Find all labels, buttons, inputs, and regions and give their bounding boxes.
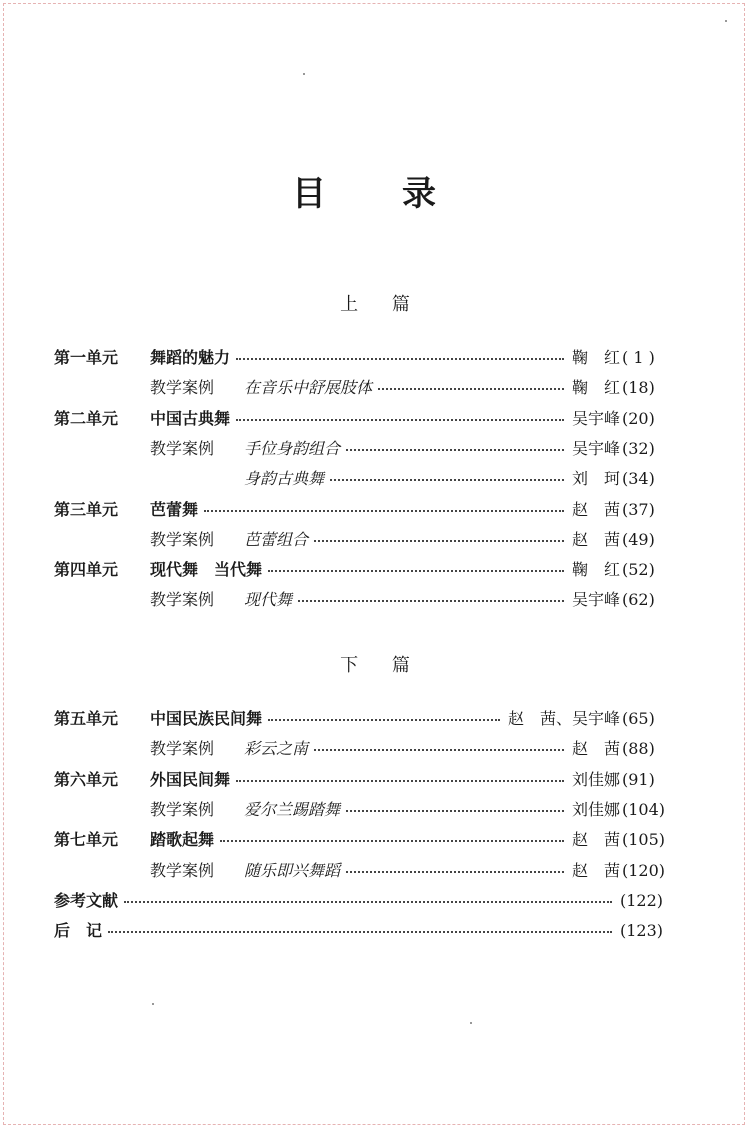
section-title: 后 记: [54, 921, 103, 941]
lesson-title: 现代舞: [244, 590, 293, 610]
section-title: 参考文献: [54, 890, 119, 910]
unit-number: 第四单元: [54, 560, 119, 580]
page-number: (37): [622, 499, 655, 519]
toc-entry[interactable]: [0, 346, 750, 374]
dot-leader: [346, 449, 564, 451]
entry-author: 刘 珂: [571, 469, 620, 489]
entry-author: 鞠 红: [571, 560, 620, 580]
unit-title: 踏歌起舞: [150, 830, 215, 850]
unit-title: 芭蕾舞: [150, 499, 199, 519]
page-number: (34): [622, 469, 655, 489]
page-number: (122): [620, 890, 664, 910]
entry-author: 吴宇峰: [571, 438, 620, 458]
lesson-tag: 教学案例: [150, 860, 215, 880]
page-number: (123): [620, 921, 664, 941]
dot-leader: [346, 810, 564, 812]
print-speck: [725, 20, 727, 22]
dot-leader: [378, 388, 564, 390]
lesson-title: 随乐即兴舞蹈: [244, 860, 341, 880]
page-number: (105): [622, 830, 666, 850]
lesson-tag: 教学案例: [150, 438, 215, 458]
entry-author: 赵 茜: [571, 860, 620, 880]
dot-leader: [204, 510, 564, 512]
unit-title: 外国民间舞: [150, 769, 231, 789]
dot-leader: [268, 719, 500, 721]
toc-entry[interactable]: [0, 588, 750, 616]
entry-author: 刘佳娜: [571, 799, 620, 819]
lesson-title: 芭蕾组合: [244, 529, 309, 549]
unit-title: 现代舞 当代舞: [150, 560, 263, 580]
dot-leader: [108, 931, 612, 933]
toc-entry[interactable]: [0, 828, 750, 856]
unit-title: 中国民族民间舞: [150, 709, 263, 728]
lesson-tag: 教学案例: [150, 590, 215, 610]
lesson-title: 手位身韵组合: [244, 438, 341, 458]
toc-entry[interactable]: [0, 437, 750, 465]
unit-number: 第七单元: [54, 830, 119, 850]
dot-leader: [268, 570, 564, 572]
lesson-title: 彩云之南: [244, 739, 309, 759]
toc-entry[interactable]: [0, 859, 750, 887]
lesson-title: 身韵古典舞: [244, 469, 325, 489]
toc-entry[interactable]: [0, 889, 750, 917]
print-speck: [152, 1003, 154, 1005]
page-number: (65): [622, 709, 655, 728]
entry-author: 吴宇峰: [571, 408, 620, 428]
page-number: (62): [622, 590, 655, 610]
entry-author: 赵 茜: [571, 529, 620, 549]
toc-entry[interactable]: [0, 737, 750, 765]
entry-author: 赵 茜: [571, 499, 620, 519]
toc-entry[interactable]: [0, 467, 750, 495]
unit-number: 第三单元: [54, 499, 119, 519]
lesson-tag: 教学案例: [150, 529, 215, 549]
dot-leader: [236, 419, 564, 421]
lesson-tag: 教学案例: [150, 739, 215, 759]
page-number: (52): [622, 560, 655, 580]
dot-leader: [124, 901, 612, 903]
page-number: (32): [622, 438, 655, 458]
title-char-2: 录: [402, 174, 436, 214]
toc-entry[interactable]: [0, 376, 750, 404]
part-heading: 上 篇: [340, 294, 424, 315]
toc-entry[interactable]: [0, 558, 750, 586]
toc-entry[interactable]: [0, 407, 750, 435]
toc-entry[interactable]: [0, 707, 750, 735]
lesson-tag: 教学案例: [150, 378, 215, 398]
dot-leader: [236, 780, 564, 782]
page-number: (88): [622, 739, 655, 759]
dot-leader: [314, 540, 564, 542]
toc-entry[interactable]: [0, 768, 750, 796]
page-number: (91): [622, 769, 655, 789]
page-number: (120): [622, 860, 666, 880]
dot-leader: [314, 749, 564, 751]
dot-leader: [346, 871, 564, 873]
print-speck: [470, 1022, 472, 1024]
entry-author: 赵 茜: [571, 830, 620, 850]
unit-number: 第六单元: [54, 769, 119, 789]
unit-number: 第二单元: [54, 408, 119, 428]
lesson-title: 在音乐中舒展肢体: [244, 378, 373, 398]
dot-leader: [298, 600, 564, 602]
entry-author: 鞠 红: [571, 378, 620, 398]
unit-title: 舞蹈的魅力: [150, 348, 231, 367]
entry-author: 赵 茜、吴宇峰: [507, 709, 620, 728]
unit-number: 第五单元: [54, 709, 119, 728]
lesson-title: 爱尔兰踢踏舞: [244, 799, 341, 819]
page-number: (20): [622, 408, 655, 428]
dot-leader: [220, 840, 564, 842]
dot-leader: [236, 358, 564, 360]
page-number: (104): [622, 799, 666, 819]
page-number: (49): [622, 529, 655, 549]
page-number: ( 1 ): [622, 348, 655, 367]
lesson-tag: 教学案例: [150, 799, 215, 819]
toc-entry[interactable]: [0, 528, 750, 556]
entry-author: 赵 茜: [571, 739, 620, 759]
toc-entry[interactable]: [0, 798, 750, 826]
page-number: (18): [622, 378, 655, 398]
toc-entry[interactable]: [0, 919, 750, 947]
dot-leader: [330, 479, 564, 481]
part-heading: 下 篇: [340, 655, 424, 676]
print-speck: [303, 73, 305, 75]
entry-author: 鞠 红: [571, 348, 620, 367]
unit-title: 中国古典舞: [150, 408, 231, 428]
title-char-1: 目: [292, 174, 326, 214]
toc-entry[interactable]: [0, 498, 750, 526]
page-title: [0, 166, 750, 216]
entry-author: 吴宇峰: [571, 590, 620, 610]
entry-author: 刘佳娜: [571, 769, 620, 789]
unit-number: 第一单元: [54, 348, 119, 367]
